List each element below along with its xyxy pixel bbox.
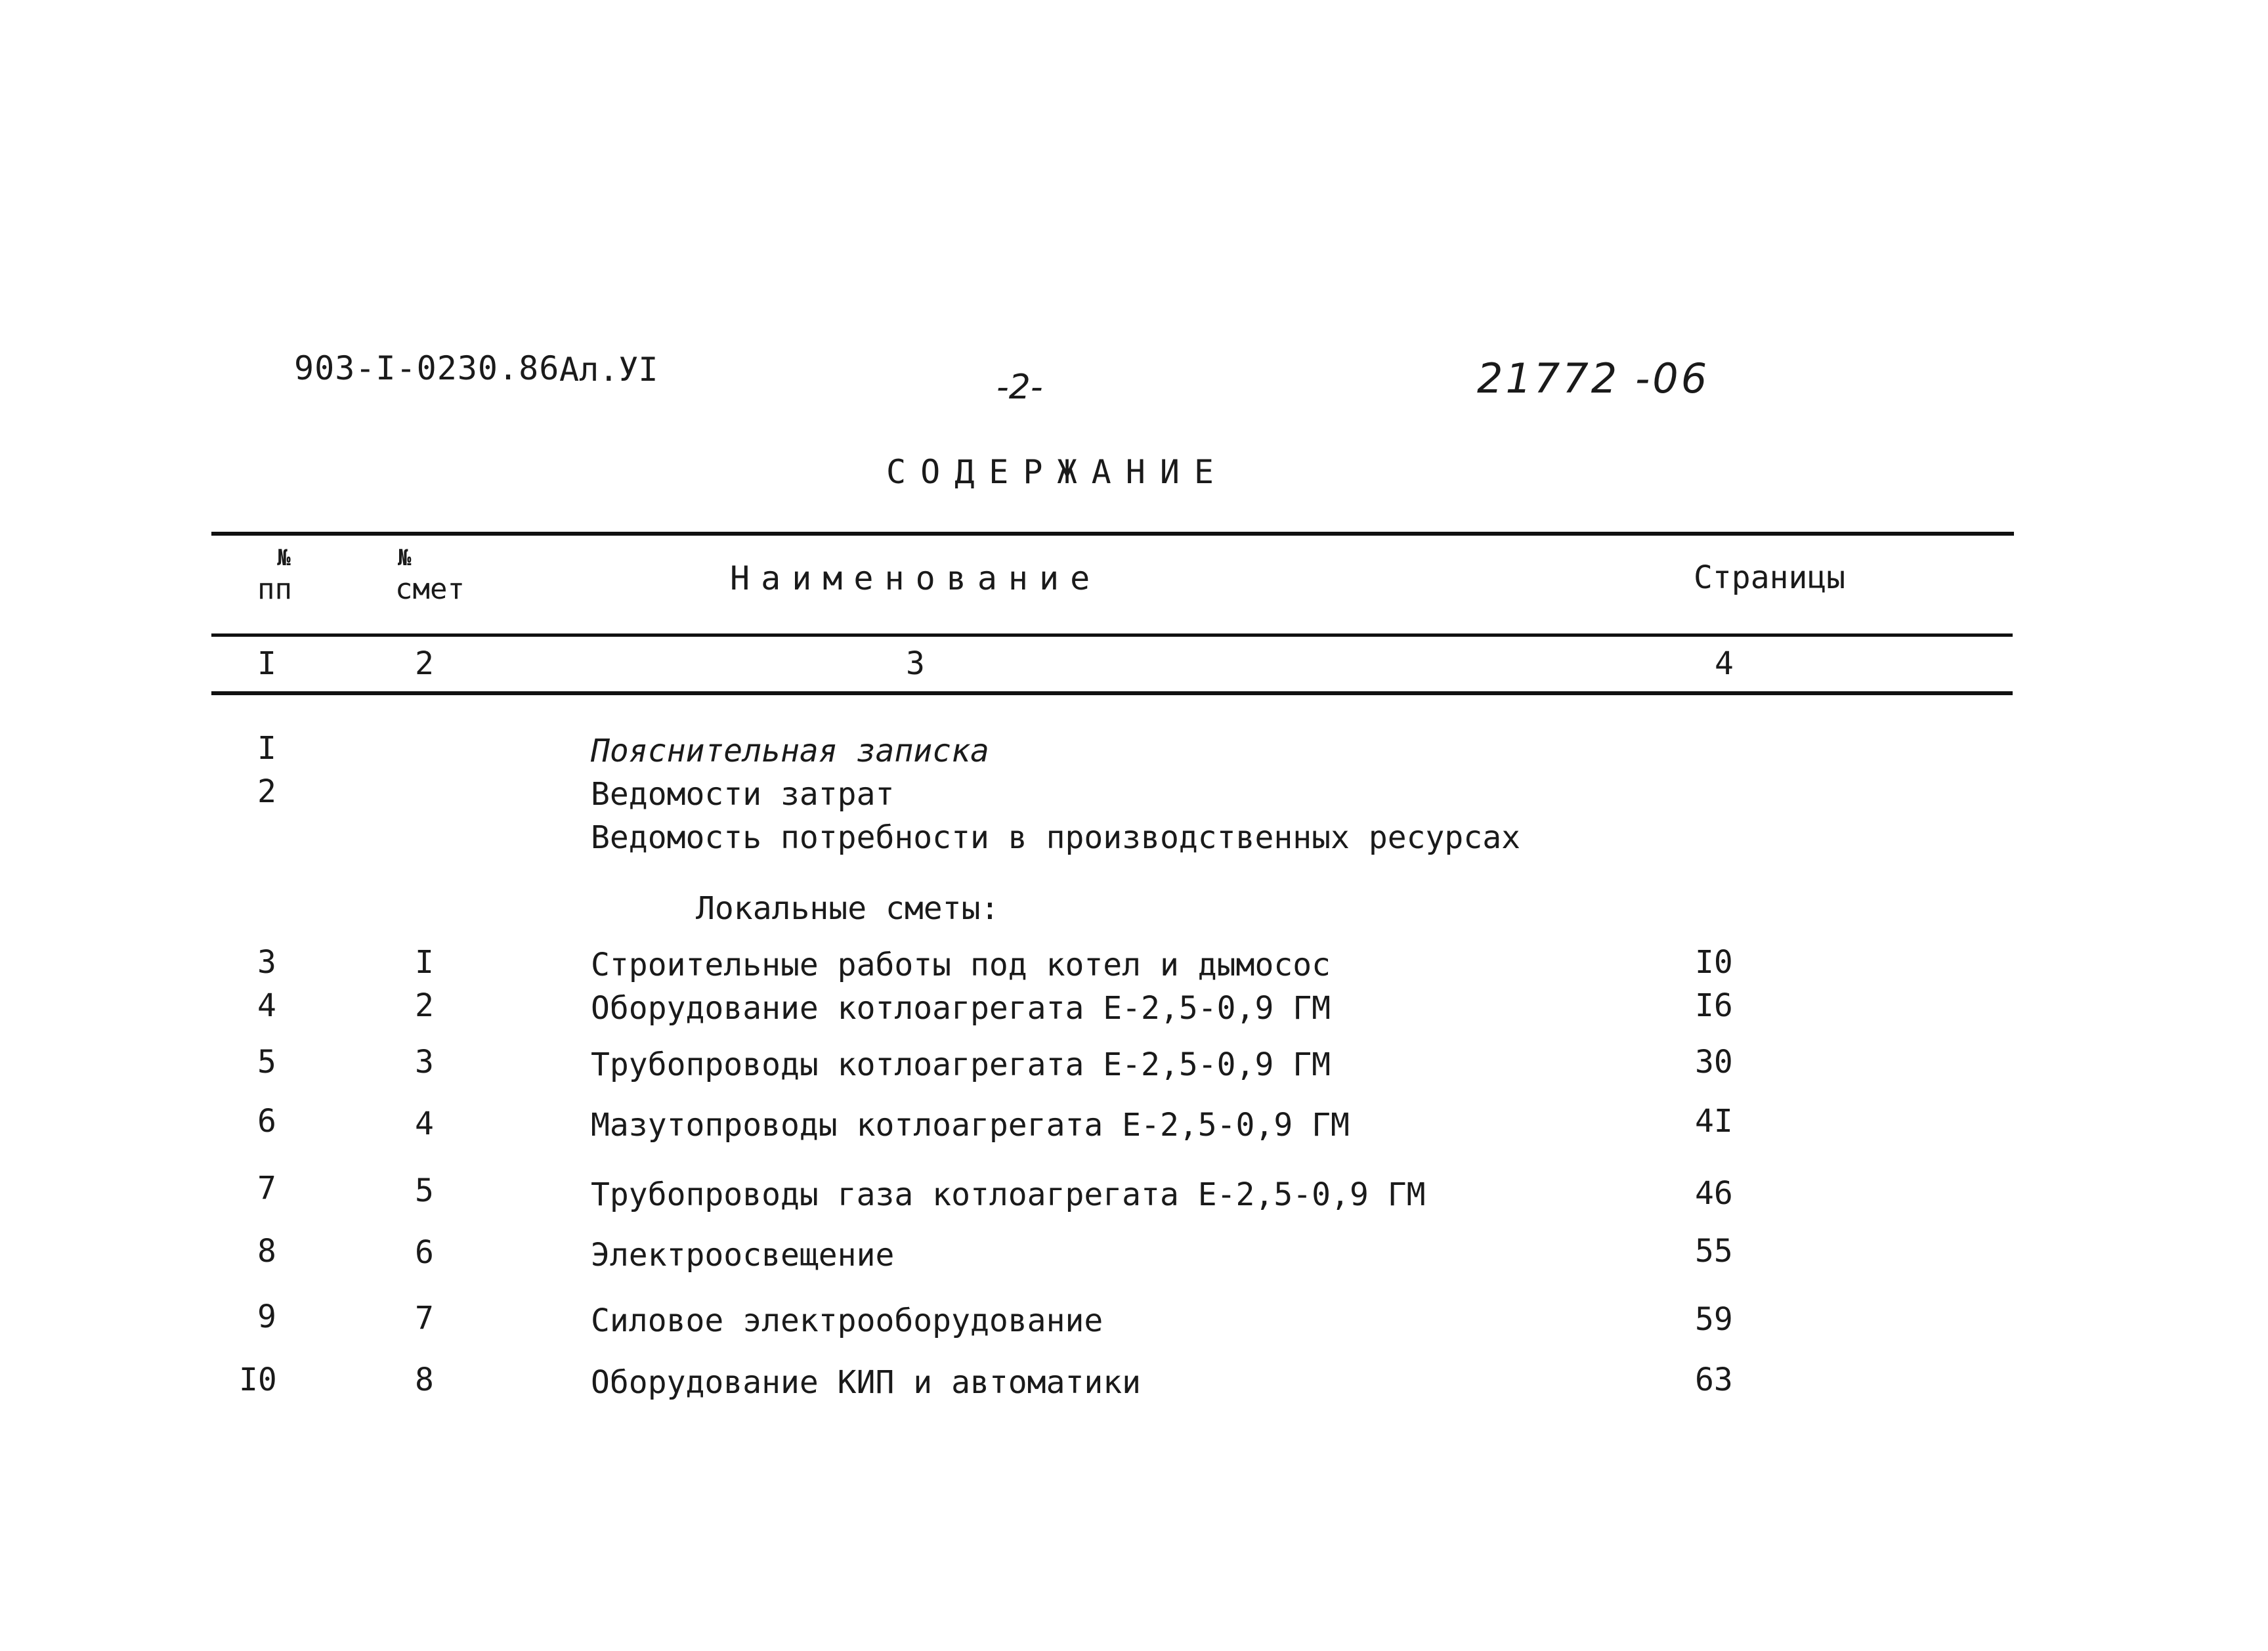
row-6-pages: I6 [1695,987,1733,1024]
column-number-4: 4 [1715,645,1734,682]
column-header-name: Наименование [730,559,1102,597]
row-3-name: Ведомость потребности в производственных ресурсах [591,819,1521,856]
row-9-estimate: 5 [415,1172,434,1209]
row-1-number: I [257,730,276,767]
column-header-estimate-number [395,542,465,605]
row-1-name: Пояснительная записка [591,733,989,769]
column-header-pages: Страницы [1694,559,1846,596]
row-7-pages: 30 [1695,1044,1733,1081]
row-7-name: Трубопроводы котлоагрегата Е-2,5-0,9 ГМ [591,1046,1331,1083]
row-5-name: Строительные работы под котел и дымосос [591,947,1331,983]
row-6-number: 4 [257,987,276,1024]
row-12-number: I0 [239,1362,277,1398]
row-10-estimate: 6 [415,1234,434,1271]
column-header-number-sign: № [277,545,291,571]
row-7-estimate: 3 [415,1044,434,1081]
column-number-3: 3 [906,645,925,682]
row-6-estimate: 2 [415,987,434,1024]
column-header-item-label: пп [257,572,292,606]
row-9-number: 7 [257,1170,276,1207]
row-5-pages: I0 [1695,944,1733,981]
row-8-name: Мазутопроводы котлоагрегата Е-2,5-0,9 ГМ [591,1107,1350,1144]
row-12-pages: 63 [1695,1362,1733,1398]
row-5-estimate: I [415,944,434,981]
row-11-number: 9 [257,1298,276,1335]
row-7-number: 5 [257,1044,276,1081]
row-12-estimate: 8 [415,1362,434,1398]
row-11-pages: 59 [1695,1301,1733,1338]
column-number-1: I [257,645,276,682]
row-11-name: Силовое электрооборудование [591,1302,1103,1339]
contents-title: СОДЕРЖАНИЕ [886,453,1229,491]
column-header-item-number [257,542,292,605]
row-8-pages: 4I [1695,1103,1733,1140]
page-number: -2- [996,368,1043,407]
row-9-name: Трубопроводы газа котлоагрегата Е-2,5-0,9 ГМ [591,1176,1426,1213]
row-2-name: Ведомости затрат [591,776,895,813]
row-10-name: Электроосвещение [591,1237,895,1274]
row-8-number: 6 [257,1103,276,1140]
column-header-estimate-sign: № [398,545,412,571]
row-8-estimate: 4 [415,1105,434,1142]
row-6-name: Оборудование котлоагрегата Е-2,5-0,9 ГМ [591,990,1331,1027]
row-10-number: 8 [257,1233,276,1270]
row-12-name: Оборудование КИП и автоматики [591,1364,1142,1401]
column-header-estimate-label: смет [395,572,465,606]
table-numbers-rule [211,691,2013,695]
row-2-number: 2 [257,773,276,810]
row-9-pages: 46 [1695,1175,1733,1212]
row-10-pages: 55 [1695,1233,1733,1270]
document-code: 903-I-0230.86 [294,349,560,387]
table-header-rule [211,633,2013,637]
local-estimates-heading: Локальные сметы: [696,890,1000,927]
row-5-number: 3 [257,944,276,981]
album-label: Ал.УI [559,351,658,389]
column-number-2: 2 [415,645,434,682]
table-top-rule [211,532,2014,536]
row-11-estimate: 7 [415,1300,434,1337]
handwritten-number: 21772 -06 [1477,354,1710,402]
